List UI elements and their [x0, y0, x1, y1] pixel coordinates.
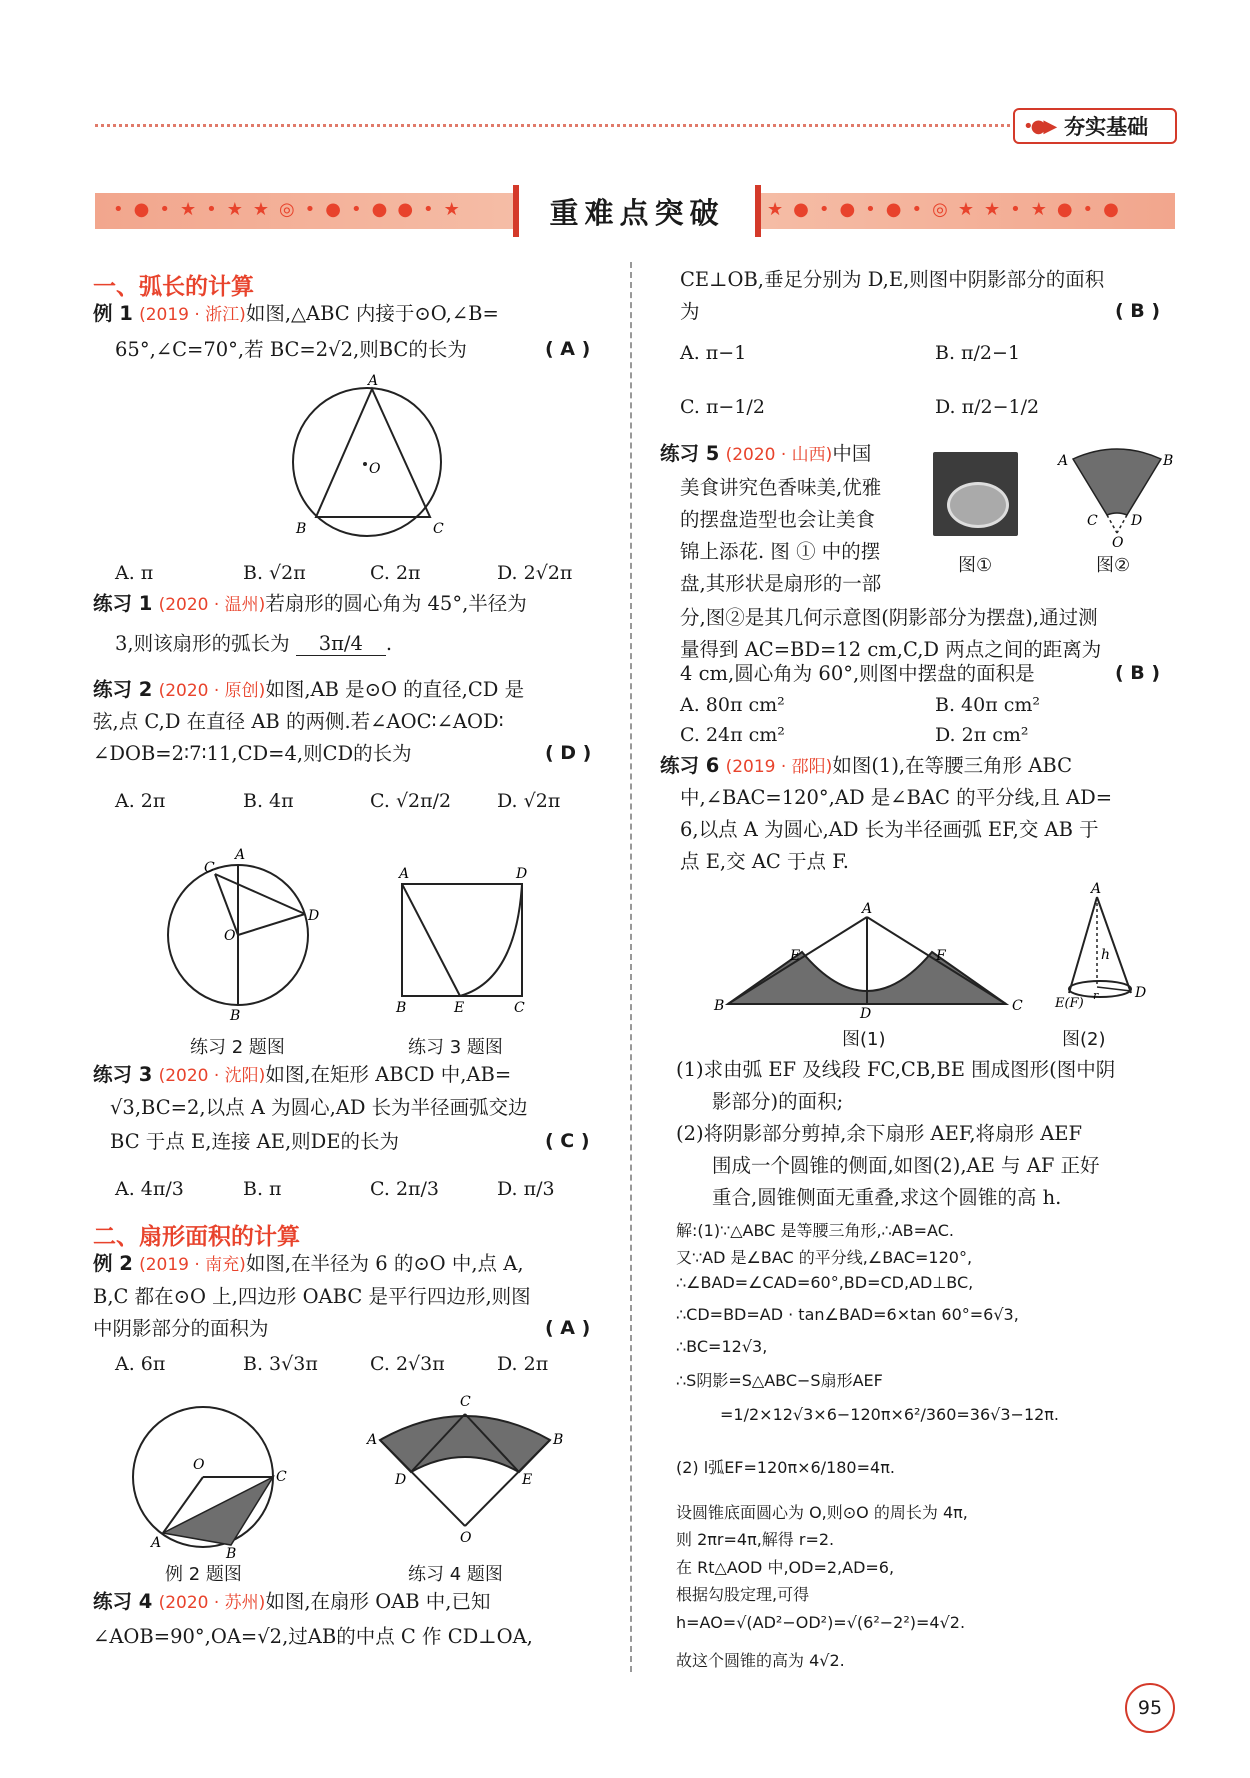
- svg-text:B: B: [396, 1000, 407, 1016]
- svg-text:A: A: [368, 373, 379, 389]
- svg-text:B: B: [553, 1432, 564, 1448]
- figure-practice-2: [160, 840, 335, 1024]
- option-d: D. 2π: [497, 1353, 549, 1375]
- section-banner: [95, 193, 1175, 229]
- practice-6-q2: (2)将阴影部分剪掉,余下扇形 AEF,将扇形 AEF: [676, 1122, 1083, 1145]
- svg-text:r: r: [1093, 989, 1099, 1002]
- option-c: C. √2π/2: [370, 790, 452, 812]
- svg-text:C: C: [460, 1394, 471, 1410]
- option-b: B. π/2−1: [935, 342, 1021, 364]
- option-a: A. 6π: [115, 1353, 166, 1375]
- practice-6-line3: 6,以点 A 为圆心,AD 长为半径画弧 EF,交 AB 于: [680, 818, 1099, 841]
- example-1-answer: ( A ): [545, 338, 591, 360]
- practice-5-line5: 盘,其形状是扇形的一部: [680, 572, 882, 595]
- solution-line-8: (2) l弧EF=120π×6/180=4π.: [676, 1458, 895, 1477]
- svg-text:O: O: [369, 461, 381, 477]
- svg-text:B: B: [226, 1546, 237, 1562]
- svg-text:B: B: [296, 521, 307, 537]
- solution-line-7: =1/2×12√3×6−120π×6²/360=36√3−12π.: [720, 1405, 1060, 1424]
- caption-example-2: 例 2 题图: [165, 1564, 242, 1585]
- svg-text:B: B: [1163, 453, 1174, 469]
- example-1: 例 1 (2019 · 浙江)如图,△ABC 内接于⊙O,∠B=: [93, 302, 499, 325]
- practice-3-line3: BC 于点 E,连接 AE,则DE的长为: [110, 1130, 400, 1153]
- figure-practice-3: [390, 862, 540, 1017]
- svg-text:C: C: [204, 860, 215, 876]
- svg-text:O: O: [193, 1457, 205, 1473]
- svg-text:D: D: [308, 908, 320, 924]
- practice-5-line6: 分,图②是其几何示意图(阴影部分为摆盘),通过测: [680, 606, 1098, 629]
- svg-text:O: O: [1112, 535, 1124, 551]
- practice-3-line2: √3,BC=2,以点 A 为圆心,AD 长为半径画弧交边: [110, 1096, 528, 1119]
- practice-5-line3: 的摆盘造型也会让美食: [680, 508, 876, 531]
- option-d: D. √2π: [497, 790, 561, 812]
- svg-text:A: A: [151, 1535, 162, 1551]
- platter-photo: [933, 452, 1018, 536]
- option-a: A. 4π/3: [115, 1178, 184, 1200]
- example-1-line2: 65°,∠C=70°,若 BC=2√2,则BC的长为: [115, 338, 467, 361]
- option-a: A. 80π cm²: [680, 694, 785, 716]
- practice-5-line7: 量得到 AC=BD=12 cm,C,D 两点之间的距离为: [680, 638, 1102, 661]
- svg-text:C: C: [1012, 998, 1023, 1014]
- example-2: 例 2 (2019 · 南充)如图,在半径为 6 的⊙O 中,点 A,: [93, 1252, 524, 1275]
- practice-6-line2: 中,∠BAC=120°,AD 是∠BAC 的平分线,且 AD=: [680, 786, 1113, 809]
- arrow-icon: •●▶: [1023, 115, 1055, 137]
- option-d: D. π/3: [497, 1178, 555, 1200]
- practice-4-line3: CE⊥OB,垂足分别为 D,E,则图中阴影部分的面积: [680, 268, 1105, 291]
- solution-line-1: 解:(1)∵△ABC 是等腰三角形,∴AB=AC.: [676, 1221, 954, 1240]
- solution-line-10: 则 2πr=4π,解得 r=2.: [676, 1530, 835, 1549]
- practice-2-answer: ( D ): [545, 742, 592, 764]
- caption-figure-1-paren: 图(1): [842, 1029, 886, 1050]
- solution-line-11: 在 Rt△AOD 中,OD=2,AD=6,: [676, 1558, 895, 1577]
- section-tag: •●▶ 夯实基础: [1013, 108, 1177, 144]
- solution-line-5: ∴BC=12√3,: [676, 1337, 768, 1356]
- svg-text:E: E: [522, 1472, 533, 1488]
- practice-5-line2: 美食讲究色香味美,优雅: [680, 476, 882, 499]
- option-b: B. 40π cm²: [935, 694, 1041, 716]
- svg-text:D: D: [516, 866, 528, 882]
- option-b: B. π: [243, 1178, 282, 1200]
- practice-6-q2-cont2: 重合,圆锥侧面无重叠,求这个圆锥的高 h.: [712, 1186, 1062, 1209]
- practice-2: 练习 2 (2020 · 原创)如图,AB 是⊙O 的直径,CD 是: [93, 678, 525, 701]
- star-dot-decoration-icon: •●•★•★★◎•●•●●•★: [113, 199, 470, 220]
- caption-figure-2: 图②: [1096, 555, 1131, 576]
- solution-line-12: 根据勾股定理,可得: [676, 1585, 810, 1604]
- star-dot-decoration-icon: ★●•●•●•◎★★•★●•●: [767, 199, 1129, 220]
- option-c: C. 24π cm²: [680, 724, 785, 746]
- svg-text:F: F: [936, 948, 946, 964]
- practice-1: 练习 1 (2020 · 温州)若扇形的圆心角为 45°,半径为: [93, 592, 527, 615]
- practice-6-q1: (1)求由弧 EF 及线段 FC,CB,BE 围成图形(图中阴: [676, 1058, 1116, 1081]
- practice-6-line4: 点 E,交 AC 于点 F.: [680, 850, 849, 873]
- svg-text:D: D: [1135, 985, 1147, 1001]
- practice-3-answer: ( C ): [545, 1130, 590, 1152]
- caption-figure-1: 图①: [958, 555, 993, 576]
- option-b: B. 3√3π: [243, 1353, 318, 1375]
- svg-text:A: A: [235, 847, 246, 863]
- svg-text:A: A: [367, 1432, 378, 1448]
- option-c: C. 2π: [370, 562, 421, 584]
- column-divider: [630, 262, 632, 1672]
- practice-5-answer: ( B ): [1115, 662, 1161, 684]
- practice-2-line2: 弦,点 C,D 在直径 AB 的两侧.若∠AOC∶∠AOD∶: [93, 710, 504, 733]
- svg-text:C: C: [276, 1469, 287, 1485]
- solution-line-3: ∴∠BAD=∠CAD=60°,BD=CD,AD⊥BC,: [676, 1273, 974, 1292]
- svg-text:C: C: [514, 1000, 525, 1016]
- svg-text:A: A: [862, 901, 873, 917]
- option-d: D. π/2−1/2: [935, 396, 1040, 418]
- figure-practice-5: [1055, 445, 1180, 550]
- svg-text:D: D: [1131, 513, 1143, 529]
- option-d: D. 2π cm²: [935, 724, 1029, 746]
- option-a: A. π: [115, 562, 154, 584]
- figure-example-2: [125, 1395, 295, 1560]
- svg-text:E(F): E(F): [1055, 996, 1084, 1011]
- example-2-line3: 中阴影部分的面积为: [93, 1317, 269, 1340]
- svg-text:A: A: [1058, 453, 1069, 469]
- caption-practice-2: 练习 2 题图: [190, 1037, 285, 1058]
- practice-6-q1-cont: 影部分)的面积;: [712, 1090, 844, 1113]
- banner-title: 重难点突破: [513, 185, 761, 237]
- svg-text:h: h: [1101, 947, 1111, 963]
- caption-practice-4: 练习 4 题图: [408, 1564, 503, 1585]
- solution-line-9: 设圆锥底面圆心为 O,则⊙O 的周长为 4π,: [676, 1503, 968, 1522]
- practice-4-line4: 为: [680, 300, 700, 323]
- page-number: 95: [1125, 1683, 1175, 1733]
- section-heading-1: 一、弧长的计算: [93, 274, 254, 300]
- svg-text:A: A: [1091, 881, 1102, 897]
- header-dotted-line: [95, 124, 1010, 127]
- option-d: D. 2√2π: [497, 562, 573, 584]
- solution-line-4: ∴CD=BD=AD · tan∠BAD=6×tan 60°=6√3,: [676, 1305, 1019, 1324]
- practice-6-q2-cont1: 围成一个圆锥的侧面,如图(2),AE 与 AF 正好: [712, 1154, 1100, 1177]
- fill-answer: 3π/4: [296, 632, 386, 656]
- example-2-answer: ( A ): [545, 1317, 591, 1339]
- option-c: C. π−1/2: [680, 396, 765, 418]
- example-2-line2: B,C 都在⊙O 上,四边形 OABC 是平行四边形,则图: [93, 1285, 531, 1308]
- svg-text:C: C: [433, 521, 444, 537]
- figure-practice-6-1: [710, 900, 1030, 1022]
- practice-2-line3: ∠DOB=2∶7∶11,CD=4,则CD的长为: [93, 742, 412, 765]
- svg-text:E: E: [790, 948, 801, 964]
- svg-text:E: E: [454, 1000, 465, 1016]
- practice-5-line8: 4 cm,圆心角为 60°,则图中摆盘的面积是: [680, 662, 1035, 685]
- figure-example-1: [280, 375, 450, 545]
- option-c: C. 2π/3: [370, 1178, 440, 1200]
- practice-1-line2: 3,则该扇形的弧长为 3π/4 .: [115, 632, 393, 655]
- practice-4-line2: ∠AOB=90°,OA=√2,过AB的中点 C 作 CD⊥OA,: [93, 1625, 533, 1648]
- option-b: B. 4π: [243, 790, 294, 812]
- svg-text:D: D: [860, 1006, 872, 1022]
- svg-text:O: O: [224, 928, 236, 944]
- svg-text:C: C: [1087, 513, 1098, 529]
- solution-line-2: 又∵AD 是∠BAC 的平分线,∠BAC=120°,: [676, 1248, 973, 1267]
- caption-practice-3: 练习 3 题图: [408, 1037, 503, 1058]
- practice-6: 练习 6 (2019 · 邵阳)如图(1),在等腰三角形 ABC: [660, 754, 1073, 777]
- section-heading-2: 二、扇形面积的计算: [93, 1224, 300, 1250]
- option-a: A. π−1: [680, 342, 747, 364]
- svg-text:B: B: [714, 998, 725, 1014]
- svg-text:O: O: [460, 1530, 472, 1546]
- solution-line-6: ∴S阴影=S△ABC−S扇形AEF: [676, 1371, 883, 1390]
- solution-line-13: h=AO=√(AD²−OD²)=√(6²−2²)=4√2.: [676, 1613, 966, 1632]
- caption-figure-2-paren: 图(2): [1062, 1029, 1106, 1050]
- option-a: A. 2π: [115, 790, 166, 812]
- practice-5: 练习 5 (2020 · 山西)中国: [660, 442, 872, 465]
- practice-5-line4: 锦上添花. 图 ① 中的摆: [680, 540, 881, 563]
- option-b: B. √2π: [243, 562, 306, 584]
- svg-text:B: B: [230, 1008, 241, 1024]
- solution-line-14: 故这个圆锥的高为 4√2.: [676, 1651, 845, 1670]
- figure-practice-6-2: [1055, 881, 1185, 1015]
- option-c: C. 2√3π: [370, 1353, 445, 1375]
- svg-text:A: A: [399, 866, 410, 882]
- svg-text:D: D: [395, 1472, 407, 1488]
- practice-3: 练习 3 (2020 · 沈阳)如图,在矩形 ABCD 中,AB=: [93, 1063, 512, 1086]
- figure-practice-4: [365, 1392, 565, 1557]
- practice-4-answer: ( B ): [1115, 300, 1161, 322]
- practice-4: 练习 4 (2020 · 苏州)如图,在扇形 OAB 中,已知: [93, 1590, 491, 1613]
